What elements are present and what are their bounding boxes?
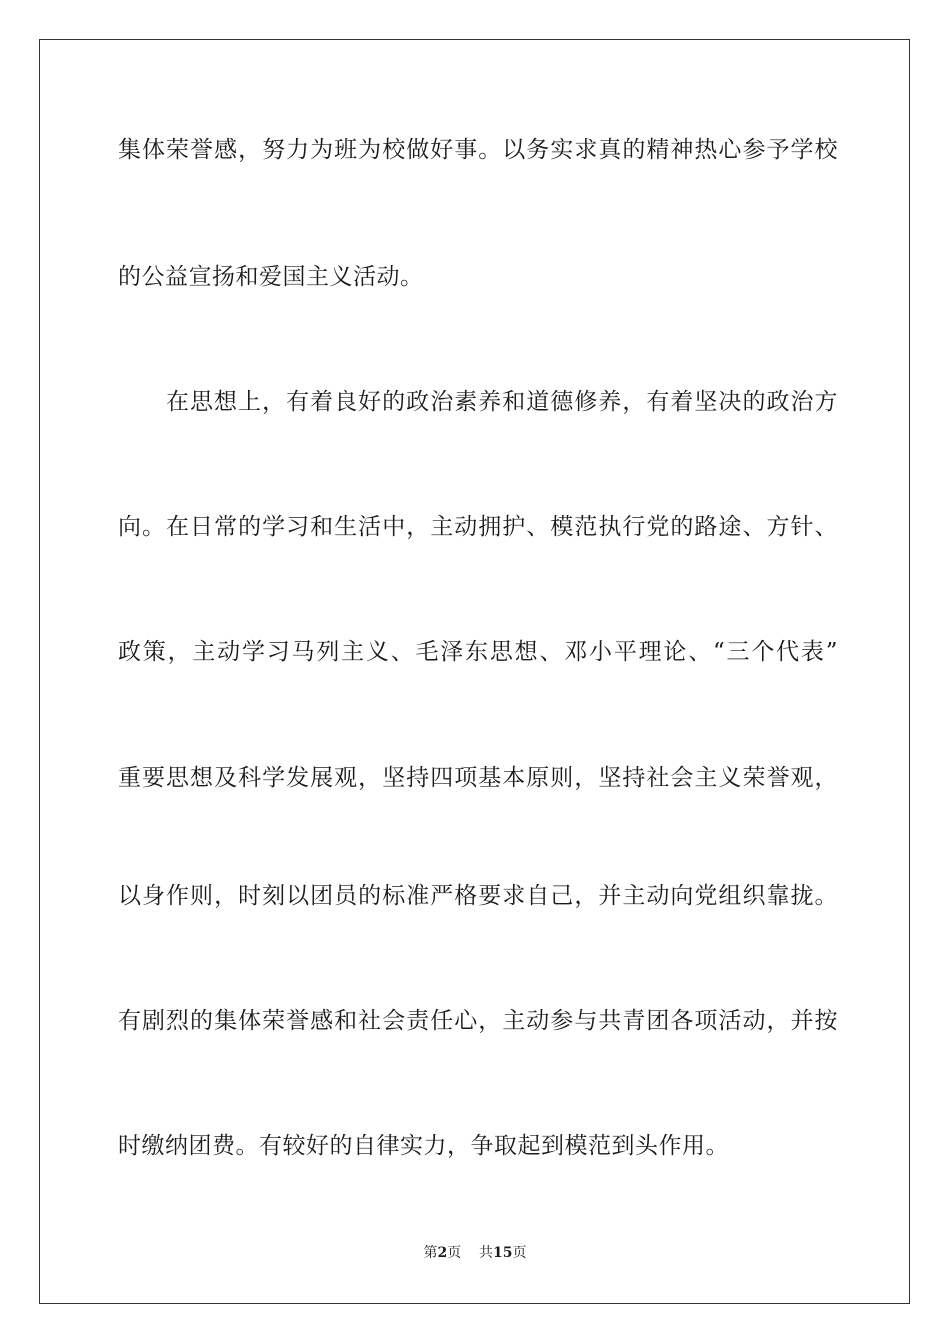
- body-line-7: 以身作则，时刻以团员的标准严格要求自己，并主动向党组织靠拢。: [118, 883, 838, 909]
- body-line-9: 时缴纳团费。有较好的自律实力，争取起到模范到头作用。: [118, 1133, 729, 1159]
- body-line-4: 向。在日常的学习和生活中，主动拥护、模范执行党的路途、方针、: [118, 514, 838, 540]
- body-line-3: 在思想上，有着良好的政治素养和道德修养，有着坚决的政治方: [166, 389, 838, 415]
- body-line-2: 的公益宣扬和爱国主义活动。: [118, 264, 424, 290]
- page-border: [39, 39, 910, 1304]
- footer-page-number: 2: [437, 1245, 448, 1261]
- body-line-1: 集体荣誉感，努力为班为校做好事。以务实求真的精神热心参予学校: [118, 137, 838, 163]
- footer-page-prefix: 第: [423, 1245, 438, 1261]
- footer-total-prefix: 共: [479, 1245, 494, 1261]
- body-line-8: 有剧烈的集体荣誉感和社会责任心，主动参与共青团各项活动，并按: [118, 1008, 838, 1034]
- page-footer: [0, 1243, 950, 1263]
- footer-page-suffix: 页: [447, 1245, 462, 1261]
- body-line-5: 政策，主动学习马列主义、毛泽东思想、邓小平理论、“三个代表”: [118, 639, 838, 665]
- footer-total-suffix: 页: [512, 1245, 527, 1261]
- body-line-6: 重要思想及科学发展观，坚持四项基本原则，坚持社会主义荣誉观，: [118, 765, 838, 791]
- footer-total-pages: 15: [493, 1245, 513, 1261]
